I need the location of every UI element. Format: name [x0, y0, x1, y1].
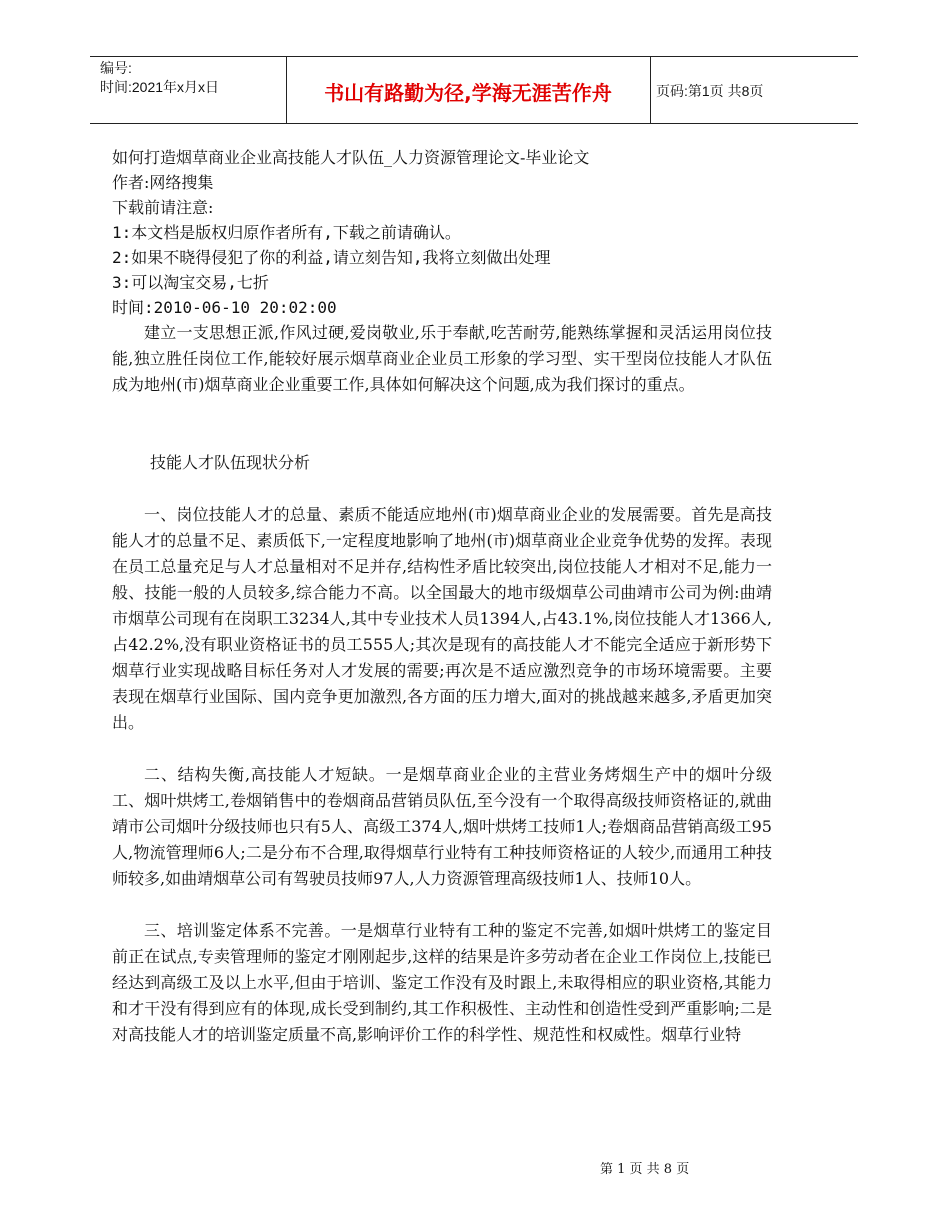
header-meta — [100, 59, 219, 97]
notice-item: 2:如果不晓得侵犯了你的利益,请立刻告知,我将立刻做出处理 — [112, 248, 551, 267]
notice-item: 1:本文档是版权归原作者所有,下载之前请确认。 — [112, 223, 461, 242]
document-meta — [112, 145, 772, 320]
paragraph-1: 一、岗位技能人才的总量、素质不能适应地州(市)烟草商业企业的发展需要。首先是高技能人才的总量不足、素质低下,一定程度地影响了地州(市)烟草商业企业竞争优势的发挥。表现在员工总量充足与人才总量相对不足并存,结构性矛盾比较突出,岗位技能人才相对不足,能力一般、技能一般的人员较多,综合能力不高。以全国最大的地市级烟草公司曲靖市公司为例:曲靖市烟草公司现有在岗职工3234人,其中专业技术人员1394人,占43.1%,岗位技能人才1366人,占42.2%,没有职业资格证书的员工555人;其次是现有的高技能人才不能完全适应于新形势下烟草行业实现战略目标任务对人才发展的需要;再次是不适应激烈竞争的市场环境需要。主要表现在烟草行业国际、国内竞争更加激烈,各方面的压力增大,面对的挑战越来越多,矛盾更加突出。 — [112, 505, 772, 732]
notice-item: 3:可以淘宝交易,七折 — [112, 273, 269, 292]
header-divider — [650, 57, 651, 123]
paragraph-3: 三、培训鉴定体系不完善。一是烟草行业特有工种的鉴定不完善,如烟叶烘烤工的鉴定目前正在试点,专卖管理师的鉴定才刚刚起步,这样的结果是许多劳动者在企业工作岗位上,技能已经达到高级工及以上水平,但由于培训、鉴定工作没有及时跟上,未取得相应的职业资格,其能力和才干没有得到应有的体现,成长受到制约,其工作积极性、主动性和创造性受到严重影响;二是对高技能人才的培训鉴定质量不高,影响评价工作的科学性、规范性和权威性。烟草行业特 — [112, 921, 772, 1044]
header-page-info: 页码:第1页 共8页 — [656, 83, 764, 99]
document-number-label: 编号: — [100, 60, 132, 76]
section-heading: 技能人才队伍现状分析 — [150, 453, 311, 472]
document-body — [112, 145, 772, 1048]
page-header — [90, 56, 858, 124]
document-title: 如何打造烟草商业企业高技能人才队伍_人力资源管理论文-毕业论文 — [112, 148, 590, 167]
page-footer: 第 1 页 共 8 页 — [600, 1162, 690, 1177]
download-notice-heading: 下载前请注意: — [112, 198, 214, 217]
header-motto: 书山有路勤为径,学海无涯苦作舟 — [324, 81, 612, 105]
document-time: 时间:2010-06-10 20:02:00 — [112, 298, 337, 317]
intro-paragraph: 建立一支思想正派,作风过硬,爱岗敬业,乐于奉献,吃苦耐劳,能熟练掌握和灵活运用岗位技能,独立胜任岗位工作,能较好展示烟草商业企业员工形象的学习型、实干型岗位技能人才队伍成为地州(市)烟草商业企业重要工作,具体如何解决这个问题,成为我们探讨的重点。 — [112, 323, 772, 394]
header-date: 时间:2021年x月x日 — [100, 79, 220, 95]
document-author: 作者:网络搜集 — [112, 173, 214, 192]
paragraph-2: 二、结构失衡,高技能人才短缺。一是烟草商业企业的主营业务烤烟生产中的烟叶分级工、烟叶烘烤工,卷烟销售中的卷烟商品营销员队伍,至今没有一个取得高级技师资格证的,就曲靖市公司烟叶分级技师也只有5人、高级工374人,烟叶烘烤工技师1人;卷烟商品营销高级工95人,物流管理师6人;二是分布不合理,取得烟草行业特有工种技师资格证的人较少,而通用工种技师较多,如曲靖烟草公司有驾驶员技师97人,人力资源管理高级技师1人、技师10人。 — [112, 765, 772, 888]
